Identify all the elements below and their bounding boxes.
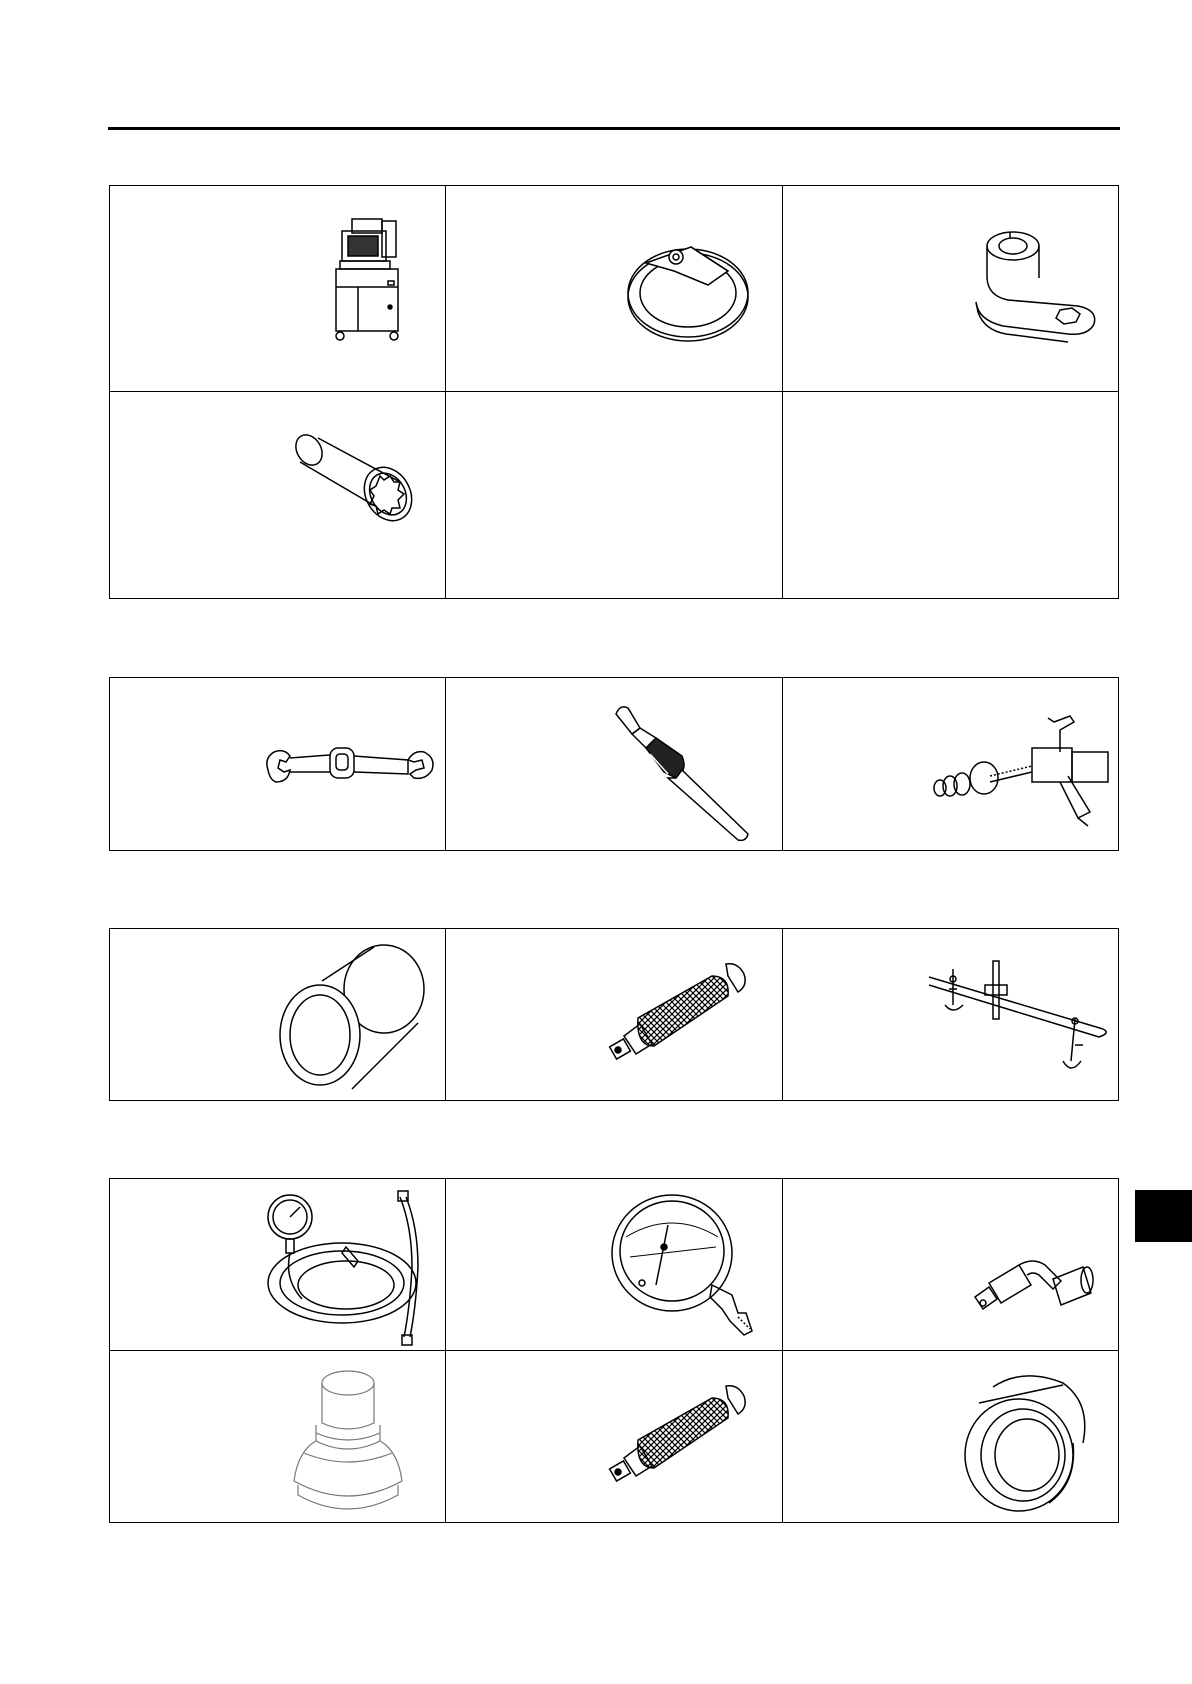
tool-cell <box>110 1179 446 1351</box>
oil-filter-strap-wrench-icon <box>616 241 766 356</box>
tool-cell <box>446 1351 782 1523</box>
diagnostic-station-cart-icon <box>310 211 440 346</box>
special-tool-table-1 <box>109 185 1119 599</box>
tool-cell <box>782 929 1118 1101</box>
tool-cell <box>110 1351 446 1523</box>
special-tool-table-2 <box>109 677 1119 851</box>
stepped-installer-icon <box>280 1361 430 1521</box>
tool-cell <box>782 1351 1118 1523</box>
tool-cell <box>110 392 446 599</box>
tool-cell <box>446 1179 782 1351</box>
tool-cell <box>446 678 782 851</box>
header-rule <box>108 127 1120 130</box>
knurled-adapter-icon <box>606 1376 766 1506</box>
tool-cell <box>782 186 1118 392</box>
tool-cell <box>446 186 782 392</box>
tool-cell-empty <box>782 392 1118 599</box>
tool-cell-empty <box>446 392 782 599</box>
flare-nut-wrench-icon <box>260 738 440 798</box>
pressure-gauge-hose-set-icon <box>250 1187 440 1347</box>
tool-cell <box>446 929 782 1101</box>
knurled-adapter-icon <box>606 954 766 1084</box>
pressure-gauge-icon <box>606 1189 776 1349</box>
special-tool-table-3 <box>109 928 1119 1101</box>
special-tool-table-4 <box>109 1178 1119 1523</box>
twelve-point-deep-socket-icon <box>280 432 430 552</box>
engine-support-bar-icon <box>923 949 1113 1089</box>
oxygen-sensor-offset-socket-icon <box>968 228 1118 343</box>
seal-installer-drift-icon <box>953 1363 1103 1518</box>
tool-cell <box>782 678 1118 851</box>
tool-cell <box>110 929 446 1101</box>
screw-type-puller-icon <box>928 708 1118 828</box>
tool-cell <box>110 678 446 851</box>
tool-cell <box>110 186 446 392</box>
tool-cell <box>782 1179 1118 1351</box>
knurled-extension-bar-icon <box>606 698 756 848</box>
cylindrical-drift-icon <box>270 939 440 1094</box>
angled-hose-adapter-icon <box>953 1217 1103 1327</box>
section-thumb-tab <box>1135 1190 1192 1242</box>
